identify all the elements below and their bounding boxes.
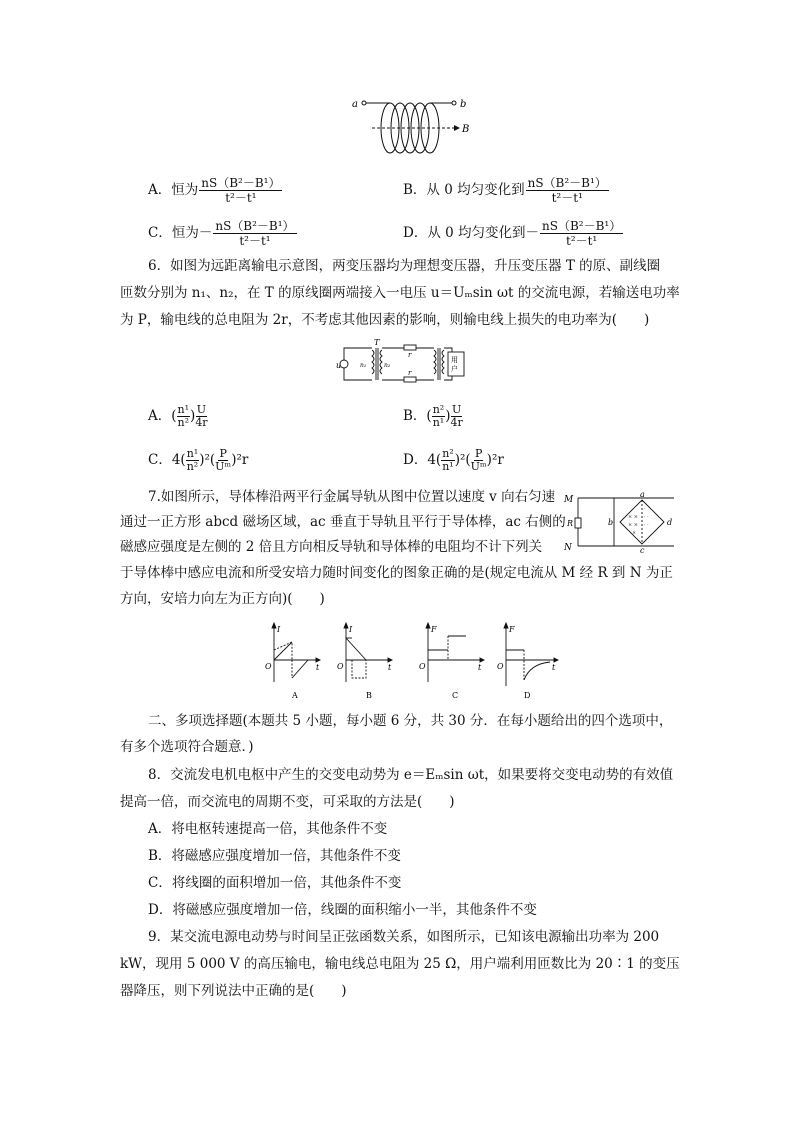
q7-fig-M: M — [564, 495, 574, 505]
q6-fig-user2: 户 — [451, 365, 458, 373]
q7-graph-b — [334, 620, 394, 700]
svg-text:t: t — [316, 663, 320, 672]
q6-fig-n2: n₂ — [384, 362, 391, 369]
q7-graph-a-caption: A — [292, 691, 298, 700]
q9-line-3: 器降压，则下列说法中正确的是( ) — [120, 983, 347, 999]
svg-text:· ·: · · — [644, 514, 649, 520]
svg-text:F: F — [431, 625, 437, 634]
q6-fig-r2: r — [408, 369, 412, 377]
svg-text:× ×: × × — [628, 514, 638, 520]
q6-fig-user1: 用 — [451, 356, 458, 364]
q7-line-3: 磁感应强度是左侧的 2 倍且方向相反导轨和导体棒的电阻均不计下列关 — [120, 539, 543, 555]
svg-text:× ×: × × — [628, 522, 638, 528]
q5-option-c: C．恒为－ $\frac{\text{nS（B²－B¹）}}{\text{t²－t¹}}$ — [148, 219, 295, 248]
q7-line-4: 于导体棒中感应电流和所受安培力随时间变化的图象正确的是(规定电流从 M 经 R 到 N 为正 — [120, 565, 673, 581]
svg-text:O: O — [265, 662, 272, 671]
q6-fig-T: T — [374, 338, 380, 347]
q7-fig-b: b — [608, 518, 614, 527]
svg-text:·: · — [644, 506, 646, 512]
q7-fig-R: R — [567, 519, 574, 528]
q7-fig-a: a — [640, 490, 645, 499]
q7-fig-N: N — [564, 543, 572, 553]
svg-text:I: I — [277, 625, 281, 634]
q6-option-a: A．( $\frac{\text{n¹}}{\text{n²}}$ ) $\frac{U}{4r}$ — [148, 403, 208, 429]
q6-fig-r1: r — [408, 351, 412, 359]
q6-circuit-figure — [334, 338, 494, 388]
q8-option-b: B．将磁感应强度增加一倍，其他条件不变 — [148, 848, 401, 864]
q5-option-d: D．从 0 均匀变化到－ $\frac{\text{nS（B²－B¹）}}{\text{t²－t¹}}$ — [403, 219, 622, 248]
q6-option-d: D．4( $\frac{\text{n²}}{\text{n¹}}$ )²( $\frac{P}{\text{Uᵐ}}$ )²r — [403, 447, 504, 473]
q5-option-b: B．从 0 均匀变化到 $\frac{\text{nS（B²－B¹）}}{\text{t²－t¹}}$ — [403, 176, 607, 205]
q7-rail-figure — [562, 488, 680, 554]
coil-figure — [350, 92, 480, 162]
q7-graph-c-caption: C — [452, 691, 459, 700]
q7-graph-d — [494, 620, 560, 700]
q7-graph-c — [416, 620, 486, 700]
q6-option-c: C．4( $\frac{\text{n¹}}{\text{n²}}$ )²( $\frac{P}{\text{Uᵐ}}$ )²r — [148, 447, 249, 473]
q7-graph-d-caption: D — [524, 691, 531, 700]
q8-line-2: 提高一倍，而交流电的周期不变，可采取的方法是( ) — [120, 794, 455, 810]
q9-line-2: kW，现用 5 000 V 的高压输电，输电线总电阻为 25 Ω，用户端利用匝数比为 20∶1 的变压 — [120, 956, 680, 972]
q6-fig-n1: n₁ — [360, 362, 367, 369]
q6-line-1: 6．如图为远距离输电示意图，两变压器均为理想变压器，升压变压器 T 的原、副线圈 — [148, 258, 661, 274]
q7-graph-b-caption: B — [366, 691, 372, 700]
q8-line-1: 8．交流发电机电枢中产生的交变电动势为 e＝Eₘsin ωt，如果要将交变电动势的有效值 — [148, 767, 674, 783]
svg-text:I: I — [349, 625, 353, 634]
q8-option-d: D．将磁感应强度增加一倍，线圈的面积缩小一半，其他条件不变 — [148, 902, 537, 918]
svg-text:t: t — [478, 663, 482, 672]
q9-line-1: 9．某交流电源电动势与时间呈正弦函数关系，如图所示，已知该电源输出功率为 200 — [148, 929, 660, 945]
q6-option-b: B．( $\frac{\text{n²}}{\text{n¹}}$ ) $\frac{U}{4r}$ — [403, 403, 463, 429]
svg-text:O: O — [419, 662, 426, 671]
coil-label-B: B — [462, 124, 470, 135]
q7-fig-c: c — [640, 546, 645, 554]
q7-fig-d: d — [667, 518, 673, 527]
svg-text:O: O — [337, 662, 344, 671]
section2-line-2: 有多个选项符合题意．) — [120, 739, 254, 755]
q7-line-2: 通过一正方形 abcd 磁场区域，ac 垂直于导轨且平行于导体棒，ac 右侧的 — [120, 514, 566, 530]
q6-line-2: 匝数分别为 n₁、n₂，在 T 的原线圈两端接入一电压 u＝Uₘsin ωt 的交流电源，若输送电功率 — [120, 285, 680, 301]
q6-line-3: 为 P，输电线的总电阻为 2r，不考虑其他因素的影响，则输电线上损失的电功率为( ) — [120, 312, 650, 328]
svg-text:×: × — [632, 530, 637, 536]
q7-line-1: 7.如图所示，导体棒沿两平行金属导轨从图中位置以速度 v 向右匀速 — [148, 489, 556, 505]
q8-option-a: A．将电枢转速提高一倍，其他条件不变 — [148, 821, 388, 837]
q7-graph-a — [262, 620, 322, 700]
q8-option-c: C．将线圈的面积增加一倍，其他条件不变 — [148, 875, 402, 891]
q6-fig-u: u — [336, 361, 342, 370]
coil-label-a: a — [352, 99, 358, 110]
svg-text:t: t — [388, 663, 392, 672]
svg-text:· ·: · · — [644, 522, 649, 528]
svg-text:t: t — [552, 663, 556, 672]
svg-text:O: O — [497, 662, 504, 671]
q5-option-a: A．恒为 $\frac{\text{nS（B²－B¹）}}{\text{t²－t¹}}$ — [148, 176, 281, 205]
coil-label-b: b — [460, 99, 467, 110]
q7-line-5: 方向，安培力向左为正方向)( ) — [120, 591, 325, 607]
svg-text:F: F — [509, 625, 515, 634]
section2-line-1: 二、多项选择题(本题共 5 小题，每小题 6 分，共 30 分．在每小题给出的四个选项中， — [148, 713, 673, 729]
